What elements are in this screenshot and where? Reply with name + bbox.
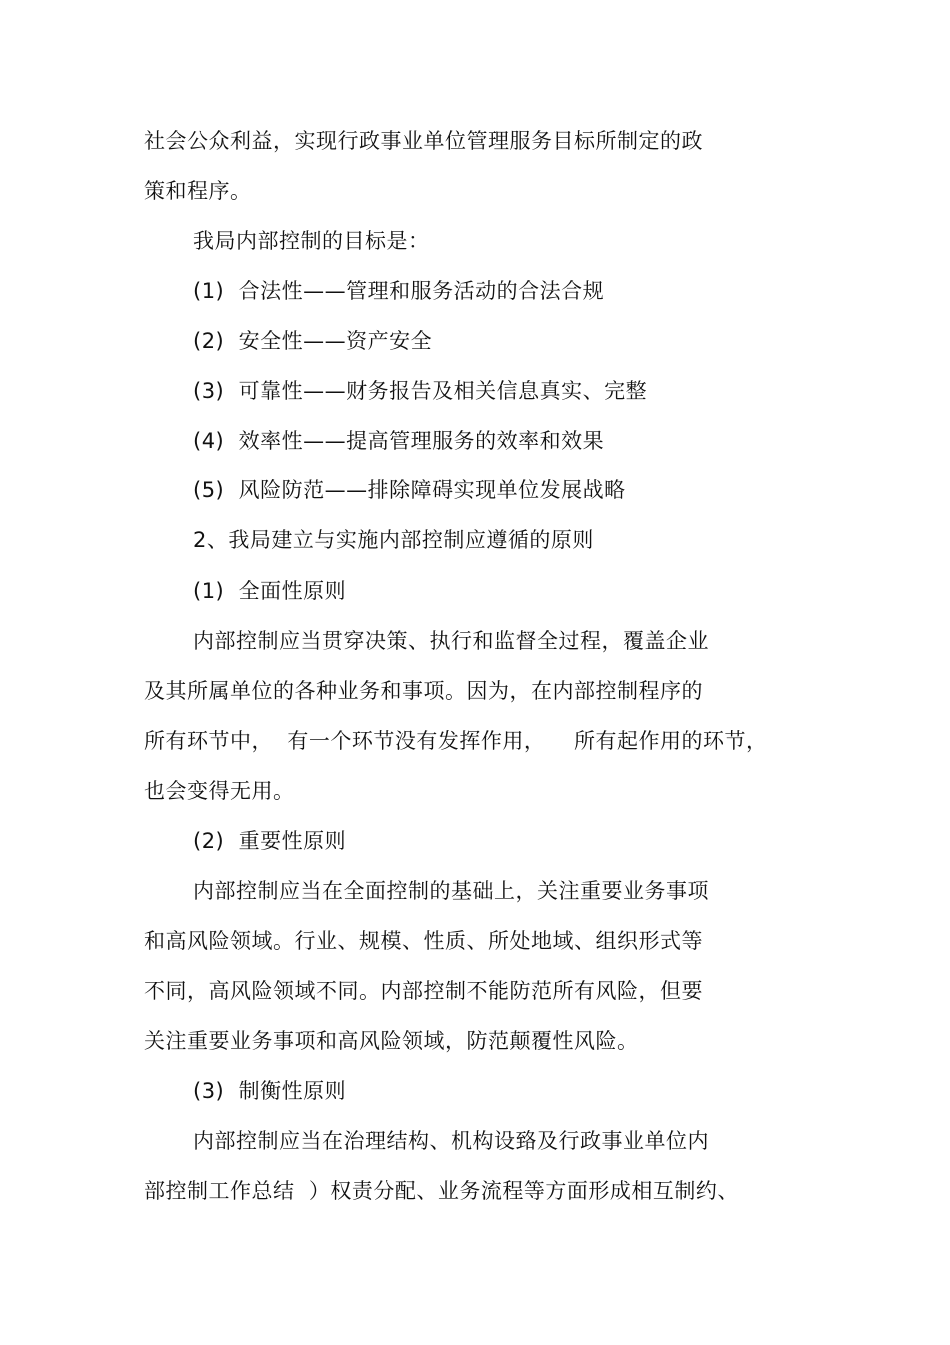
paragraph-line: 内部控制应当贯穿决策、执行和监督全过程，覆盖企业 xyxy=(193,629,709,653)
list-item: (1) 合法性——管理和服务活动的合法合规 xyxy=(193,279,605,303)
paragraph-line: 内部控制应当在治理结构、机构设臵及行政事业单位内 xyxy=(193,1129,709,1153)
list-item: (4) 效率性——提高管理服务的效率和效果 xyxy=(193,429,605,453)
list-item: (3) 可靠性——财务报告及相关信息真实、完整 xyxy=(193,379,648,403)
paragraph-line: 和高风险领域。行业、规模、性质、所处地域、组织形式等 xyxy=(144,929,703,953)
paragraph-line: 所有环节中， 有一个环节没有发挥作用， 所有起作用的环节， xyxy=(144,729,768,753)
paragraph-line: 社会公众利益，实现行政事业单位管理服务目标所制定的政 xyxy=(144,129,703,153)
paragraph-line: 我局内部控制的目标是： xyxy=(193,229,430,253)
section-heading: 2、我局建立与实施内部控制应遵循的原则 xyxy=(193,528,594,552)
paragraph-line: 也会变得无用。 xyxy=(144,779,295,803)
paragraph-line: 部控制工作总结 ）权责分配、业务流程等方面形成相互制约、 xyxy=(144,1179,739,1203)
paragraph-line: 关注重要业务事项和高风险领域，防范颠覆性风险。 xyxy=(144,1029,639,1053)
subsection-heading: (1) 全面性原则 xyxy=(193,579,347,603)
subsection-heading: (3) 制衡性原则 xyxy=(193,1079,347,1103)
paragraph-line: 不同，高风险领域不同。内部控制不能防范所有风险，但要 xyxy=(144,979,703,1003)
list-item: (2) 安全性——资产安全 xyxy=(193,329,433,353)
subsection-heading: (2) 重要性原则 xyxy=(193,829,347,853)
list-item: (5) 风险防范——排除障碍实现单位发展战略 xyxy=(193,478,626,502)
paragraph-line: 内部控制应当在全面控制的基础上，关注重要业务事项 xyxy=(193,879,709,903)
paragraph-line: 及其所属单位的各种业务和事项。因为，在内部控制程序的 xyxy=(144,679,703,703)
paragraph-line: 策和程序。 xyxy=(144,179,252,203)
